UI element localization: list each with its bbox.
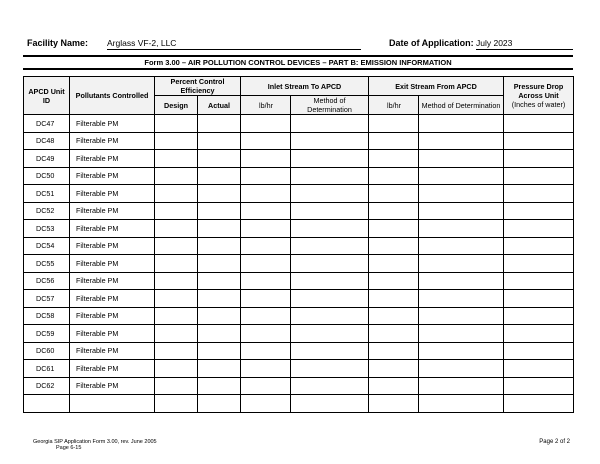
exit-lbhr-cell	[369, 167, 419, 185]
exit-lbhr-cell	[369, 202, 419, 220]
inlet-lbhr-cell	[241, 150, 291, 168]
design-cell	[155, 360, 198, 378]
inlet-lbhr-cell	[241, 115, 291, 133]
apcd-unit-id-cell: DC55	[24, 255, 70, 273]
pollutant-cell: Filterable PM	[70, 115, 155, 133]
pollutant-cell: Filterable PM	[70, 202, 155, 220]
design-cell	[155, 150, 198, 168]
actual-cell	[198, 185, 241, 203]
inlet-method-cell	[291, 395, 369, 413]
apcd-unit-id-cell: DC56	[24, 272, 70, 290]
inlet-method-cell	[291, 325, 369, 343]
footer-form-revision	[33, 439, 157, 451]
pollutant-cell: Filterable PM	[70, 220, 155, 238]
pollutant-cell: Filterable PM	[70, 307, 155, 325]
inlet-method-cell	[291, 255, 369, 273]
actual-cell	[198, 202, 241, 220]
apcd-unit-id-cell: DC58	[24, 307, 70, 325]
inlet-method-cell	[291, 272, 369, 290]
pollutant-cell: Filterable PM	[70, 237, 155, 255]
header-apcd-unit-id: APCD Unit ID	[24, 77, 70, 115]
exit-method-cell	[419, 255, 504, 273]
exit-method-cell	[419, 220, 504, 238]
table-row	[24, 325, 574, 343]
table-row	[24, 272, 574, 290]
apcd-unit-id-cell: DC57	[24, 290, 70, 308]
exit-lbhr-cell	[369, 185, 419, 203]
inlet-lbhr-cell	[241, 342, 291, 360]
exit-method-cell	[419, 395, 504, 413]
exit-lbhr-cell	[369, 395, 419, 413]
apcd-unit-id-cell: DC47	[24, 115, 70, 133]
exit-method-cell	[419, 202, 504, 220]
design-cell	[155, 115, 198, 133]
header-exit-lbhr: lb/hr	[369, 96, 419, 115]
exit-lbhr-cell	[369, 255, 419, 273]
exit-lbhr-cell	[369, 290, 419, 308]
inlet-lbhr-cell	[241, 220, 291, 238]
apcd-unit-id-cell: DC51	[24, 185, 70, 203]
inlet-lbhr-cell	[241, 360, 291, 378]
table-row	[24, 377, 574, 395]
pollutant-cell	[70, 395, 155, 413]
exit-method-cell	[419, 360, 504, 378]
table-row	[24, 395, 574, 413]
table-row	[24, 202, 574, 220]
apcd-unit-id-cell: DC60	[24, 342, 70, 360]
table-row	[24, 115, 574, 133]
pollutant-cell: Filterable PM	[70, 360, 155, 378]
date-label: Date of Application:	[389, 38, 474, 48]
header-actual: Actual	[198, 96, 241, 115]
table-row	[24, 185, 574, 203]
inlet-lbhr-cell	[241, 132, 291, 150]
inlet-lbhr-cell	[241, 202, 291, 220]
inlet-method-cell	[291, 167, 369, 185]
apcd-unit-id-cell	[24, 395, 70, 413]
form-title: Form 3.00 – AIR POLLUTION CONTROL DEVICES – PART B: EMISSION INFORMATION	[144, 58, 452, 67]
header-pressure-drop	[504, 77, 574, 115]
table-row	[24, 237, 574, 255]
pollutant-cell: Filterable PM	[70, 132, 155, 150]
header-inlet-lbhr: lb/hr	[241, 96, 291, 115]
pressure-drop-cell	[504, 290, 574, 308]
inlet-lbhr-cell	[241, 325, 291, 343]
exit-lbhr-cell	[369, 342, 419, 360]
table-row	[24, 360, 574, 378]
footer-form-rev: Georgia SIP Application Form 3.00, rev. June 2005	[33, 439, 157, 445]
exit-lbhr-cell	[369, 237, 419, 255]
design-cell	[155, 202, 198, 220]
inlet-method-cell	[291, 237, 369, 255]
inlet-method-cell	[291, 185, 369, 203]
exit-lbhr-cell	[369, 220, 419, 238]
design-cell	[155, 395, 198, 413]
header-exit-stream: Exit Stream From APCD	[369, 77, 504, 96]
actual-cell	[198, 220, 241, 238]
inlet-lbhr-cell	[241, 395, 291, 413]
design-cell	[155, 290, 198, 308]
pressure-drop-cell	[504, 150, 574, 168]
actual-cell	[198, 325, 241, 343]
design-cell	[155, 167, 198, 185]
exit-lbhr-cell	[369, 377, 419, 395]
date-value: July 2023	[476, 38, 573, 50]
table-row	[24, 307, 574, 325]
title-rule-top	[23, 55, 573, 57]
footer-page-count: Page 2 of 2	[539, 439, 570, 445]
pressure-drop-cell	[504, 167, 574, 185]
exit-method-cell	[419, 237, 504, 255]
inlet-method-cell	[291, 150, 369, 168]
actual-cell	[198, 132, 241, 150]
pressure-drop-cell	[504, 115, 574, 133]
header-exit-method: Method of Determination	[419, 96, 504, 115]
title-rule-bottom	[23, 68, 573, 70]
actual-cell	[198, 342, 241, 360]
apcd-unit-id-cell: DC61	[24, 360, 70, 378]
pressure-drop-cell	[504, 185, 574, 203]
design-cell	[155, 220, 198, 238]
exit-lbhr-cell	[369, 115, 419, 133]
table-row	[24, 132, 574, 150]
design-cell	[155, 255, 198, 273]
inlet-method-cell	[291, 202, 369, 220]
actual-cell	[198, 395, 241, 413]
exit-method-cell	[419, 115, 504, 133]
exit-lbhr-cell	[369, 360, 419, 378]
header-design: Design	[155, 96, 198, 115]
design-cell	[155, 132, 198, 150]
exit-method-cell	[419, 150, 504, 168]
apcd-unit-id-cell: DC54	[24, 237, 70, 255]
exit-method-cell	[419, 342, 504, 360]
apcd-unit-id-cell: DC62	[24, 377, 70, 395]
exit-method-cell	[419, 290, 504, 308]
apcd-unit-id-cell: DC49	[24, 150, 70, 168]
actual-cell	[198, 360, 241, 378]
inlet-method-cell	[291, 132, 369, 150]
pressure-drop-cell	[504, 272, 574, 290]
pressure-drop-cell	[504, 237, 574, 255]
actual-cell	[198, 237, 241, 255]
apcd-unit-id-cell: DC59	[24, 325, 70, 343]
apcd-unit-id-cell: DC50	[24, 167, 70, 185]
header-pressure-drop-units: (Inches of water)	[511, 100, 566, 109]
apcd-unit-id-cell: DC52	[24, 202, 70, 220]
pollutant-cell: Filterable PM	[70, 290, 155, 308]
footer-page-ref: Page 6-15	[56, 445, 82, 451]
inlet-method-cell	[291, 342, 369, 360]
inlet-method-cell	[291, 360, 369, 378]
pollutant-cell: Filterable PM	[70, 377, 155, 395]
pressure-drop-cell	[504, 202, 574, 220]
actual-cell	[198, 255, 241, 273]
design-cell	[155, 342, 198, 360]
inlet-lbhr-cell	[241, 255, 291, 273]
pressure-drop-cell	[504, 360, 574, 378]
header-inlet-method: Method of Determination	[291, 96, 369, 115]
design-cell	[155, 272, 198, 290]
apcd-unit-id-cell: DC48	[24, 132, 70, 150]
pressure-drop-cell	[504, 325, 574, 343]
pollutant-cell: Filterable PM	[70, 185, 155, 203]
facility-name-label: Facility Name:	[27, 38, 89, 48]
inlet-lbhr-cell	[241, 167, 291, 185]
inlet-method-cell	[291, 220, 369, 238]
pollutant-cell: Filterable PM	[70, 255, 155, 273]
pollutant-cell: Filterable PM	[70, 342, 155, 360]
exit-lbhr-cell	[369, 325, 419, 343]
exit-method-cell	[419, 325, 504, 343]
actual-cell	[198, 150, 241, 168]
design-cell	[155, 307, 198, 325]
table-row	[24, 290, 574, 308]
pressure-drop-cell	[504, 307, 574, 325]
actual-cell	[198, 377, 241, 395]
pressure-drop-cell	[504, 220, 574, 238]
pollutant-cell: Filterable PM	[70, 167, 155, 185]
table-body	[24, 115, 574, 413]
inlet-method-cell	[291, 377, 369, 395]
inlet-lbhr-cell	[241, 377, 291, 395]
design-cell	[155, 377, 198, 395]
table-row	[24, 167, 574, 185]
exit-lbhr-cell	[369, 307, 419, 325]
header-pressure-drop-title: Pressure Drop Across Unit	[513, 82, 564, 100]
exit-method-cell	[419, 167, 504, 185]
inlet-method-cell	[291, 290, 369, 308]
design-cell	[155, 325, 198, 343]
pollutant-cell: Filterable PM	[70, 150, 155, 168]
exit-method-cell	[419, 377, 504, 395]
inlet-lbhr-cell	[241, 290, 291, 308]
header-percent-control-efficiency: Percent Control Efficiency	[155, 77, 241, 96]
design-cell	[155, 185, 198, 203]
pressure-drop-cell	[504, 132, 574, 150]
table-row	[24, 342, 574, 360]
table-row	[24, 255, 574, 273]
actual-cell	[198, 115, 241, 133]
exit-method-cell	[419, 185, 504, 203]
pressure-drop-cell	[504, 255, 574, 273]
pressure-drop-cell	[504, 377, 574, 395]
emission-table	[23, 76, 574, 413]
header-inlet-stream: Inlet Stream To APCD	[241, 77, 369, 96]
table-row	[24, 150, 574, 168]
facility-name-value: Arglass VF-2, LLC	[107, 38, 361, 50]
design-cell	[155, 237, 198, 255]
inlet-lbhr-cell	[241, 272, 291, 290]
exit-lbhr-cell	[369, 272, 419, 290]
exit-lbhr-cell	[369, 150, 419, 168]
actual-cell	[198, 307, 241, 325]
actual-cell	[198, 272, 241, 290]
header-pollutants-controlled: Pollutants Controlled	[70, 77, 155, 115]
inlet-lbhr-cell	[241, 237, 291, 255]
exit-method-cell	[419, 132, 504, 150]
pressure-drop-cell	[504, 395, 574, 413]
pressure-drop-cell	[504, 342, 574, 360]
actual-cell	[198, 290, 241, 308]
inlet-method-cell	[291, 115, 369, 133]
inlet-lbhr-cell	[241, 307, 291, 325]
inlet-method-cell	[291, 307, 369, 325]
pollutant-cell: Filterable PM	[70, 272, 155, 290]
actual-cell	[198, 167, 241, 185]
exit-method-cell	[419, 307, 504, 325]
table-row	[24, 220, 574, 238]
exit-lbhr-cell	[369, 132, 419, 150]
exit-method-cell	[419, 272, 504, 290]
apcd-unit-id-cell: DC53	[24, 220, 70, 238]
pollutant-cell: Filterable PM	[70, 325, 155, 343]
inlet-lbhr-cell	[241, 185, 291, 203]
